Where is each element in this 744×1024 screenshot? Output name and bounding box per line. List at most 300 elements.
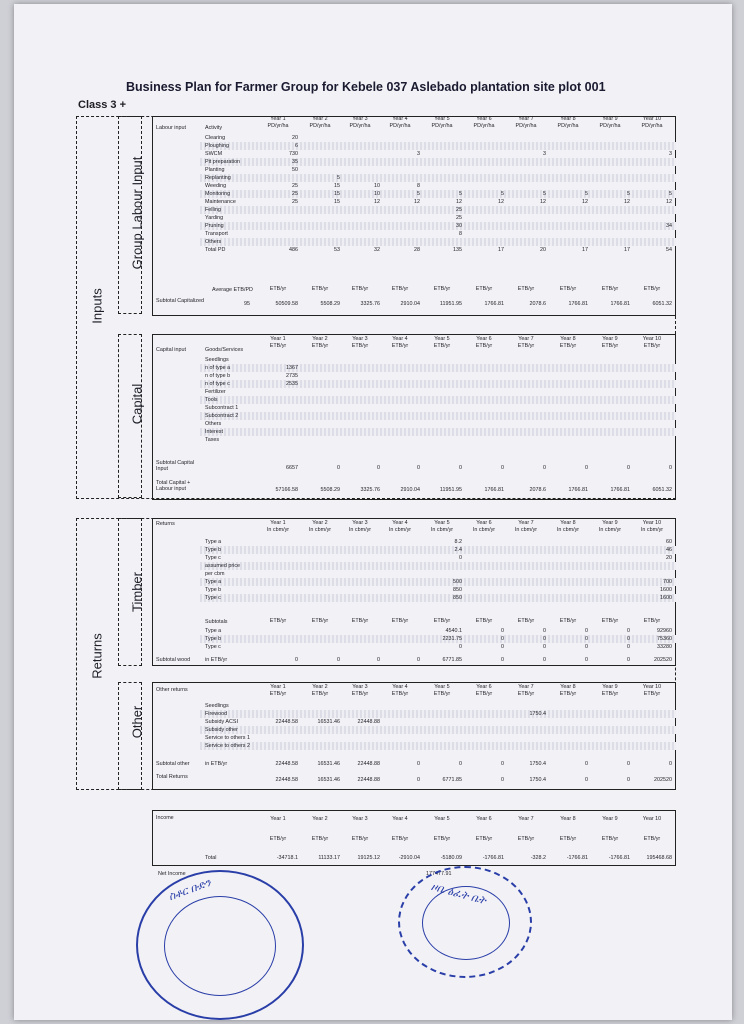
capital-cell: 2535 [286, 381, 298, 387]
capital-total-cell: 2910.04 [400, 487, 420, 493]
labour-cell: 30 [456, 223, 462, 229]
other-subtotal-cell: 22448.58 [275, 761, 298, 767]
capital-total-cell: 11951.95 [439, 487, 462, 493]
timber-etb-header: ETB/yr [475, 618, 493, 624]
other-item-name: Service to others 2 [205, 743, 250, 749]
other-item-name: Subsidy ACSI [205, 719, 238, 725]
labour-year-header: Year 1 [270, 116, 286, 122]
labour-year-header: Year 8 [560, 116, 576, 122]
other-unit-header: ETB/yr [601, 691, 619, 697]
capital-item-name: Subcontract 2 [205, 413, 239, 419]
timber-subtotal-cell: 33280 [657, 644, 672, 650]
timber-year-header: Year 7 [518, 520, 534, 526]
labour-unit-header: PD/yr/ha [389, 123, 411, 129]
capital-year-header: Year 6 [476, 336, 492, 342]
timber-cell: 46 [666, 547, 672, 553]
other-year-header: Year 4 [392, 684, 408, 690]
timber-etb-header: ETB/yr [517, 618, 535, 624]
labour-cell: 12 [540, 199, 546, 205]
labour-activity-name: Maintenance [205, 199, 236, 205]
other-year-header: Year 6 [476, 684, 492, 690]
income-etb-header: ETB/yr [475, 836, 493, 842]
labour-unit-header: PD/yr/ha [641, 123, 663, 129]
row-band [200, 238, 676, 246]
income-etb-header: ETB/yr [601, 836, 619, 842]
timber-etb-header: ETB/yr [351, 618, 369, 624]
labour-cell: 54 [666, 247, 672, 253]
timber-item-name: Type a [205, 539, 222, 545]
timber-label: Timber [129, 572, 145, 612]
labour-subtotal-cell: 1766.81 [568, 301, 588, 307]
labour-activity-name: Monitoring [205, 191, 231, 197]
timber-year-header: Year 5 [434, 520, 450, 526]
other-year-header: Year 5 [434, 684, 450, 690]
capital-unit-header: ETB/yr [269, 343, 287, 349]
income-year-header: Year 9 [602, 816, 618, 822]
net-income-value: 177477.91 [426, 871, 452, 877]
timber-unit-header: In cbm/yr [514, 527, 538, 533]
returns-total-cell: 202520 [654, 777, 672, 783]
capital-unit-header: ETB/yr [311, 343, 329, 349]
timber-subtotal-wood-cell: 0 [377, 657, 380, 663]
timber-year-header: Year 6 [476, 520, 492, 526]
income-year-header: Year 4 [392, 816, 408, 822]
income-year-header: Year 5 [434, 816, 450, 822]
timber-corner: Returns [156, 521, 175, 527]
timber-unit-header: In cbm/yr [556, 527, 580, 533]
timber-subtotal-cell: 0 [501, 636, 504, 642]
capital-subtotal-cell: 0 [417, 465, 420, 471]
income-corner: Income [156, 815, 174, 821]
income-total-cell: -2910.04 [398, 855, 420, 861]
timber-etb-header: ETB/yr [433, 618, 451, 624]
timber-subtotal-cell: 0 [627, 628, 630, 634]
labour-subtotal-cell: 5508.29 [320, 301, 340, 307]
capital-subtotal-cell: 0 [669, 465, 672, 471]
income-total-cell: -5180.09 [440, 855, 462, 861]
timber-year-header: Year 2 [312, 520, 328, 526]
timber-item-name: Type c [205, 595, 221, 601]
capital-item-name: n of type c [205, 381, 230, 387]
labour-subtotal-cell: 2910.04 [400, 301, 420, 307]
labour-cell: 135 [453, 247, 462, 253]
timber-unit-header: In cbm/yr [308, 527, 332, 533]
other-unit-header: ETB/yr [351, 691, 369, 697]
row-band [200, 412, 676, 420]
timber-item-name: Type b [205, 587, 222, 593]
other-year-header: Year 7 [518, 684, 534, 690]
labour-cell: 12 [456, 199, 462, 205]
labour-cell: 25 [292, 199, 298, 205]
capital-item-name: Interest [205, 429, 223, 435]
other-subtotal-cell: 22448.88 [357, 761, 380, 767]
income-etb-header: ETB/yr [559, 836, 577, 842]
other-item-name: Subsidy other [205, 727, 238, 733]
timber-year-header: Year 3 [352, 520, 368, 526]
capital-unit-header: ETB/yr [433, 343, 451, 349]
labour-cell: 32 [374, 247, 380, 253]
returns-total-cell: 6771.85 [442, 777, 462, 783]
labour-cell: 12 [414, 199, 420, 205]
timber-etb-header: ETB/yr [269, 618, 287, 624]
timber-cell: 0 [459, 555, 462, 561]
capital-item-name: Subcontract 1 [205, 405, 239, 411]
income-total-cell: -1766.81 [566, 855, 588, 861]
labour-etb-header: ETB/yr [517, 286, 535, 292]
timber-item-name: Type b [205, 547, 222, 553]
timber-unit-header: In cbm/yr [388, 527, 412, 533]
other-unit-header: ETB/yr [391, 691, 409, 697]
timber-subtotal-cell: 0 [459, 644, 462, 650]
income-year-header: Year 2 [312, 816, 328, 822]
timber-subtotal-cell: 0 [501, 644, 504, 650]
labour-subtotal-cell: 2078.6 [529, 301, 546, 307]
returns-total-label: Total Returns [156, 774, 188, 780]
capital-subtotal-cell: 0 [585, 465, 588, 471]
other-label: Other [129, 705, 145, 739]
timber-year-header: Year 4 [392, 520, 408, 526]
timber-subtotal-wood-cell: 202520 [654, 657, 672, 663]
labour-activity-name: SWCM [205, 151, 223, 157]
labour-etb-header: ETB/yr [643, 286, 661, 292]
other-subtotal-cell: 0 [627, 761, 630, 767]
capital-label: Capital [129, 383, 145, 425]
labour-avg-label: Average ETB/PD [212, 287, 253, 293]
labour-unit-header: PD/yr/ha [515, 123, 537, 129]
other-unit-header: ETB/yr [311, 691, 329, 697]
other-cell: 22448.88 [357, 719, 380, 725]
timber-subtotal-wood-unit: in ETB/yr [205, 657, 228, 663]
capital-unit-header: ETB/yr [391, 343, 409, 349]
labour-subtotal-cell: 6051.32 [652, 301, 672, 307]
labour-subtotal-cell: 3325.76 [360, 301, 380, 307]
timber-cell: 20 [666, 555, 672, 561]
timber-subtotal-cell: 0 [501, 628, 504, 634]
income-etb-header: ETB/yr [351, 836, 369, 842]
other-unit-header: ETB/yr [643, 691, 661, 697]
other-cell: 16531.46 [317, 719, 340, 725]
capital-unit-header: ETB/yr [559, 343, 577, 349]
income-year-header: Year 6 [476, 816, 492, 822]
labour-cell: 8 [459, 231, 462, 237]
other-subtotal-cell: 0 [459, 761, 462, 767]
labour-cell: 35 [292, 159, 298, 165]
other-item-name: Firewood [205, 711, 228, 717]
labour-cell: 6 [295, 143, 298, 149]
labour-etb-header: ETB/yr [559, 286, 577, 292]
capital-total-cell: 1766.81 [484, 487, 504, 493]
capital-cell: 2735 [286, 373, 298, 379]
returns-total-cell: 0 [501, 777, 504, 783]
capital-subtotal-cell: 0 [627, 465, 630, 471]
other-unit-header: ETB/yr [269, 691, 287, 697]
timber-subtotal-cell: 2231.75 [442, 636, 462, 642]
other-item-name: Seedlings [205, 703, 229, 709]
other-year-header: Year 1 [270, 684, 286, 690]
labour-cell: 28 [414, 247, 420, 253]
labour-activity-header: Activity [205, 125, 223, 131]
labour-unit-header: PD/yr/ha [309, 123, 331, 129]
labour-cell: 5 [585, 191, 588, 197]
capital-year-header: Year 7 [518, 336, 534, 342]
labour-cell: 17 [498, 247, 504, 253]
timber-year-header: Year 1 [270, 520, 286, 526]
other-item-name: Service to others 1 [205, 735, 250, 741]
labour-etb-header: ETB/yr [475, 286, 493, 292]
capital-unit-header: ETB/yr [475, 343, 493, 349]
capital-year-header: Year 8 [560, 336, 576, 342]
capital-item-name: Fertilizer [205, 389, 226, 395]
capital-corner: Capital input [156, 347, 186, 353]
timber-cell: 1600 [660, 587, 672, 593]
labour-activity-name: Total PD [205, 247, 226, 253]
labour-subtotal-cell: 11951.95 [439, 301, 462, 307]
labour-unit-header: PD/yr/ha [431, 123, 453, 129]
labour-subtotal-label: Subtotal Capitalized [156, 298, 204, 304]
class-label: Class 3 + [78, 99, 127, 111]
timber-subtotal-cell: 0 [543, 644, 546, 650]
capital-subtotal-cell: 0 [377, 465, 380, 471]
capital-total-cell: 1766.81 [568, 487, 588, 493]
other-cell: 22448.58 [275, 719, 298, 725]
capital-item-name: Taxes [205, 437, 220, 443]
timber-cell: 8.2 [454, 539, 462, 545]
capital-total-label: Total Capital + Labour input [156, 480, 191, 492]
timber-subtotal-cell: 0 [585, 628, 588, 634]
returns-total-cell: 16531.46 [317, 777, 340, 783]
capital-total-cell: 6051.32 [652, 487, 672, 493]
row-band [200, 742, 676, 750]
capital-goods-header: Goods/Services [205, 347, 244, 353]
capital-subtotal-cell: 0 [543, 465, 546, 471]
labour-label: Group Labour Input [129, 156, 145, 270]
income-etb-header: ETB/yr [433, 836, 451, 842]
income-year-header: Year 7 [518, 816, 534, 822]
labour-subtotal-first: 95 [244, 301, 250, 307]
labour-cell: 8 [417, 183, 420, 189]
labour-year-header: Year 9 [602, 116, 618, 122]
timber-subtotal-cell: 75360 [657, 636, 672, 642]
timber-cell: 850 [453, 587, 462, 593]
other-year-header: Year 9 [602, 684, 618, 690]
timber-subtotal-cell: 92960 [657, 628, 672, 634]
capital-year-header: Year 5 [434, 336, 450, 342]
labour-etb-header: ETB/yr [351, 286, 369, 292]
capital-subtotal-cell: 0 [501, 465, 504, 471]
income-total-cell: -34718.1 [276, 855, 298, 861]
income-year-header: Year 10 [642, 816, 662, 822]
capital-item-name: Others [205, 421, 222, 427]
timber-subtotal-cell: 0 [627, 636, 630, 642]
capital-year-header: Year 2 [312, 336, 328, 342]
labour-cell: 17 [582, 247, 588, 253]
timber-subtotal-cell: 4540.1 [445, 628, 462, 634]
other-unit-header: ETB/yr [517, 691, 535, 697]
timber-cell: 500 [453, 579, 462, 585]
other-subtotal-cell: 0 [417, 761, 420, 767]
timber-item-name: Type a [205, 579, 222, 585]
timber-subtotals-label: Subtotals [205, 619, 228, 625]
labour-cell: 20 [540, 247, 546, 253]
income-etb-header: ETB/yr [517, 836, 535, 842]
other-subtotal-cell: 0 [501, 761, 504, 767]
timber-subtotal-cell: 0 [585, 644, 588, 650]
other-subtotal-cell: 0 [669, 761, 672, 767]
capital-subtotal-cell: 6657 [286, 465, 298, 471]
other-year-header: Year 8 [560, 684, 576, 690]
timber-subtotal-wood-cell: 0 [337, 657, 340, 663]
income-total-cell: -1766.81 [482, 855, 504, 861]
labour-activity-name: Weeding [205, 183, 227, 189]
timber-subtotal-cell: 0 [585, 636, 588, 642]
timber-etb-header: ETB/yr [559, 618, 577, 624]
timber-unit-header: In cbm/yr [348, 527, 372, 533]
row-band [200, 428, 676, 436]
left-stamp-text: ስቶር ቡድን [167, 876, 213, 904]
labour-cell: 25 [456, 207, 462, 213]
labour-etb-header: ETB/yr [601, 286, 619, 292]
timber-subtotal-wood-label: Subtotal wood [156, 657, 191, 663]
labour-cell: 486 [289, 247, 298, 253]
timber-etb-header: ETB/yr [643, 618, 661, 624]
labour-etb-header: ETB/yr [391, 286, 409, 292]
timber-subtotal-wood-cell: 0 [543, 657, 546, 663]
timber-cell: 700 [663, 579, 672, 585]
capital-unit-header: ETB/yr [517, 343, 535, 349]
timber-subtotal-cell: 0 [543, 636, 546, 642]
returns-total-cell: 0 [417, 777, 420, 783]
row-band [200, 710, 676, 718]
timber-item-name: Type c [205, 555, 221, 561]
timber-etb-header: ETB/yr [601, 618, 619, 624]
capital-unit-header: ETB/yr [601, 343, 619, 349]
net-income-label: Net Income [158, 871, 186, 877]
timber-item-name: assumed price [205, 563, 241, 569]
other-subtotal-label: Subtotal other [156, 761, 190, 767]
labour-year-header: Year 3 [352, 116, 368, 122]
labour-activity-name: Ploughing [205, 143, 229, 149]
labour-subtotal-cell: 1766.81 [484, 301, 504, 307]
timber-cell: 2.4 [454, 547, 462, 553]
timber-subtotal-name: Type a [205, 628, 222, 634]
other-subtotal-unit: in ETB/yr [205, 761, 228, 767]
labour-cell: 3 [669, 151, 672, 157]
labour-subtotal-cell: 1766.81 [610, 301, 630, 307]
labour-year-header: Year 6 [476, 116, 492, 122]
returns-total-cell: 0 [585, 777, 588, 783]
capital-total-cell: 1766.81 [610, 487, 630, 493]
labour-cell: 53 [334, 247, 340, 253]
timber-unit-header: In cbm/yr [598, 527, 622, 533]
timber-subtotal-wood-cell: 0 [501, 657, 504, 663]
labour-cell: 5 [459, 191, 462, 197]
income-total-cell: 19125.12 [357, 855, 380, 861]
timber-unit-header: In cbm/yr [472, 527, 496, 533]
income-total-cell: 11133.17 [318, 855, 340, 861]
other-unit-header: ETB/yr [433, 691, 451, 697]
labour-activity-name: Replanting [205, 175, 231, 181]
capital-year-header: Year 9 [602, 336, 618, 342]
labour-cell: 12 [498, 199, 504, 205]
timber-cell: 850 [453, 595, 462, 601]
timber-unit-header: In cbm/yr [430, 527, 454, 533]
timber-year-header: Year 10 [642, 520, 662, 526]
labour-cell: 20 [292, 135, 298, 141]
labour-etb-header: ETB/yr [269, 286, 287, 292]
other-subtotal-cell: 1750.4 [529, 761, 546, 767]
labour-cell: 25 [292, 183, 298, 189]
income-total-cell: -328.2 [530, 855, 546, 861]
returns-total-cell: 1750.4 [529, 777, 546, 783]
labour-cell: 17 [624, 247, 630, 253]
timber-item-name: per cbm [205, 571, 225, 577]
labour-cell: 12 [666, 199, 672, 205]
labour-cell: 730 [289, 151, 298, 157]
right-official-stamp [398, 866, 532, 978]
timber-subtotal-cell: 0 [543, 628, 546, 634]
returns-total-cell: 0 [627, 777, 630, 783]
capital-item-name: n of type b [205, 373, 231, 379]
income-year-header: Year 8 [560, 816, 576, 822]
labour-corner: Labour input [156, 125, 186, 131]
timber-subtotal-wood-cell: 6771.85 [442, 657, 462, 663]
labour-cell: 10 [374, 183, 380, 189]
row-band [200, 726, 676, 734]
timber-cell: 60 [666, 539, 672, 545]
returns-total-cell: 22448.88 [357, 777, 380, 783]
timber-subtotal-cell: 0 [627, 644, 630, 650]
capital-year-header: Year 1 [270, 336, 286, 342]
other-year-header: Year 3 [352, 684, 368, 690]
timber-subtotal-name: Type c [205, 644, 221, 650]
labour-cell: 12 [374, 199, 380, 205]
labour-activity-name: Clearing [205, 135, 226, 141]
income-year-header: Year 3 [352, 816, 368, 822]
other-subtotal-cell: 0 [585, 761, 588, 767]
row-band [200, 174, 676, 182]
row-band [200, 562, 676, 570]
timber-unit-header: In cbm/yr [266, 527, 290, 533]
labour-activity-name: Pit preparation [205, 159, 241, 165]
labour-activity-name: Others [205, 239, 222, 245]
capital-unit-header: ETB/yr [643, 343, 661, 349]
labour-cell: 5 [627, 191, 630, 197]
labour-cell: 5 [669, 191, 672, 197]
other-cell: 1750.4 [529, 711, 546, 717]
labour-cell: 3 [543, 151, 546, 157]
other-year-header: Year 10 [642, 684, 662, 690]
labour-cell: 25 [292, 191, 298, 197]
labour-activity-name: Transport [205, 231, 228, 237]
labour-year-header: Year 10 [642, 116, 662, 122]
labour-cell: 5 [501, 191, 504, 197]
labour-cell: 5 [543, 191, 546, 197]
labour-activity-name: Felling [205, 207, 221, 213]
timber-etb-header: ETB/yr [391, 618, 409, 624]
capital-item-name: Tools [205, 397, 218, 403]
document-title: Business Plan for Farmer Group for Kebele 037 Aslebado plantation site plot 001 [126, 80, 606, 94]
capital-item-name: Seedlings [205, 357, 229, 363]
timber-year-header: Year 9 [602, 520, 618, 526]
other-year-header: Year 2 [312, 684, 328, 690]
labour-cell: 50 [292, 167, 298, 173]
income-etb-header: ETB/yr [269, 836, 287, 842]
income-total-cell: 195468.68 [646, 855, 672, 861]
capital-subtotal-label: Subtotal Capital Input [156, 460, 195, 472]
income-etb-header: ETB/yr [391, 836, 409, 842]
labour-etb-header: ETB/yr [433, 286, 451, 292]
capital-total-cell: 57166.58 [275, 487, 298, 493]
